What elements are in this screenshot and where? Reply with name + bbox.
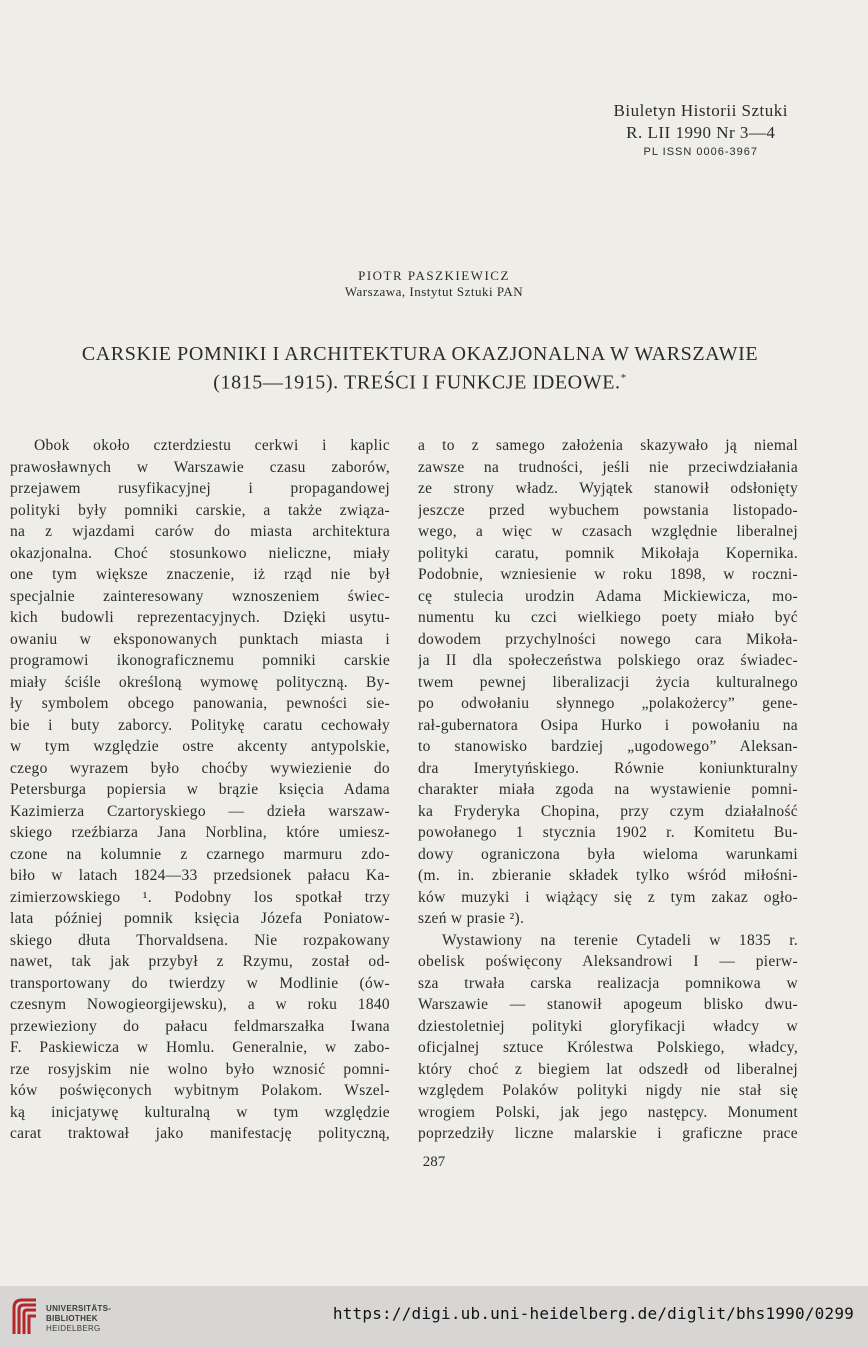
text-line: jeszcze przed wybuchem powstania listopado- [418,501,798,519]
text-line: numentu ku czci wielkiego poety miało być [418,609,798,626]
text-line: dziestoletniej polityki gloryfikacji władcy w [418,1017,798,1035]
text-line: zimierzowskiego ¹. Podobny los spotkał trzy [10,888,390,906]
page-number: 287 [422,1154,446,1170]
text-line: ka Fryderyka Chopina, przy czym działalność [418,802,798,820]
text-line: Petersburga popiersia w brązie księcia Adama [10,781,390,798]
text-line: dowy ograniczona była wieloma warunkami [418,845,798,863]
author-name: PIOTR PASZKIEWICZ [358,268,510,283]
text-line: polityki caratu, pomnik Mikołaja Kopernika. [418,544,798,562]
text-line: czego wyrazem było choćby wywiezienie do [10,759,390,777]
text-line: zawsze na trudności, jeśli nie przeciwdziałania [418,458,798,476]
library-logo[interactable] [8,1294,158,1340]
text-line: F. Paskiewicza w Homlu. Generalnie, w zabo- [10,1039,390,1056]
text-line: a to z samego założenia skazywało ją niemal [418,437,798,454]
permalink-url[interactable]: https://digi.ub.uni-heidelberg.de/diglit/bhs1990/0299 [332,1304,854,1323]
text-line: skiego rzeźbiarza Jana Norblina, które umiesz- [10,824,390,841]
article-title [20,342,820,395]
body-column-left [10,435,390,1145]
text-line: ły symbolem obcego panowania, pewności sie- [10,695,390,712]
text-line: charakter miała zgoda na wystawienie pomni- [418,781,798,798]
text-line: Podobnie, wzniesienie w roku 1898, w roczni- [418,566,798,583]
text-line: czesnym Nowogieorgijewsku), a w roku 1840 [10,996,390,1013]
text-line: specjalnie zainteresowany wznoszeniem świec- [10,587,390,605]
library-name-line-2: BIBLIOTHEK [46,1314,98,1323]
text-line: kich budowli reprezentacyjnych. Dzięki usytu- [10,609,390,626]
text-line: rze rosyjskim nie wolno było wznosić pomni- [10,1060,390,1078]
text-line: ką inicjatywę kulturalną w tym względzie [10,1103,390,1121]
text-line: cę stulecia urodzin Adama Mickiewicza, mo- [418,587,798,605]
library-name-line-1: UNIVERSITÄTS- [46,1304,112,1313]
text-line: twem pewnej liberalizacji życia kulturalnego [418,673,798,691]
text-line: miały ściśle określoną wymowę polityczną. By- [10,673,390,691]
text-line: ja II dla społeczeństwa polskiego oraz świadec- [418,652,798,669]
text-line: polityki były pomniki carskie, a także związa- [10,501,390,519]
text-line: powołanego 1 stycznia 1902 r. Komitetu Bu- [418,824,798,841]
text-line: ków poświęconych wybitnym Polakom. Wszel- [10,1082,390,1099]
author-affiliation: Warszawa, Instytut Sztuki PAN [344,284,524,299]
text-line: dra Imerytyńskiego. Równie koniunkturalny [418,759,798,777]
library-name [46,1304,111,1334]
text-line: oficjalnej sztuce Królestwa Polskiego, władcy, [418,1039,798,1056]
text-line: obelisk poświęcony Aleksandrowi I — pierw- [418,953,798,970]
text-line: czone na kolumnie z czarnego marmuru zdo- [10,845,390,863]
text-line: owaniu w eksponowanych punktach miasta i [10,630,390,648]
journal-issn: PL ISSN 0006-3967 [643,146,758,158]
footer-bar [0,1286,868,1348]
text-line: Obok około czterdziestu cerkwi i kaplic [34,437,390,454]
text-line: one tym większe znaczenie, iż rząd nie był [10,566,390,583]
text-line: transportowany do twierdzy w Modlinie (ów- [10,974,390,992]
journal-name: Biuletyn Historii Sztuki [613,101,788,120]
body-column-right [418,435,798,1145]
text-line: na z wjazdami carów do miasta architektura [10,523,390,540]
text-line: dowodem przychylności nowego cara Mikoła- [418,630,798,648]
text-line: Wystawiony na terenie Cytadeli w 1835 r. [442,931,798,949]
text-line: szeń w prasie ²). [418,910,525,927]
text-line: bie i buty zaborcy. Politykę caratu cechowały [10,716,390,734]
text-line: skiego dłuta Thorvaldsena. Nie rozpakowany [10,931,390,949]
text-line: przejawem rusyfikacyjnej i propagandowej [10,480,390,497]
author-block [0,268,868,300]
text-line: (m. in. zbieranie składek tylko wśród miłośni- [418,867,798,884]
text-line: nawet, tak jak przybył z Rzymu, został od- [10,953,390,970]
text-line: w tym względzie ostre akcenty antypolskie, [10,738,390,755]
text-line: po odwołaniu słynnego „polakożercy” gene- [418,695,798,712]
text-line: przewieziony do pałacu feldmarszałka Iwana [10,1017,390,1035]
text-line: rał-gubernatora Osipa Hurko i powołaniu na [418,716,798,734]
text-line: Kazimierza Czartoryskiego — dzieła warszaw- [10,802,390,820]
text-line: wrogiem Polski, jak jego następcy. Monument [418,1103,798,1121]
text-line: ków muzyki i wiążący się z tym zakaz ogło- [418,888,798,906]
text-line: okazjonalna. Choć stosunkowo nieliczne, miały [10,544,390,562]
text-line: ze strony władz. Wyjątek stanowił odsłonięty [418,480,798,497]
text-line: poprzedziły liczne malarskie i graficzne prace [418,1125,798,1142]
text-line: carat traktował jako manifestację polityczną, [10,1125,390,1142]
text-line: sza trwała carska realizacja pomnikowa w [418,974,798,992]
text-line: Warszawie — stanowił apogeum blisko dwu- [418,996,798,1013]
title-line-1: CARSKIE POMNIKI I ARCHITEKTURA OKAZJONALNA W WARSZAWIE [81,343,759,365]
text-line: biło w latach 1824—33 przedsionek pałacu Ka- [10,867,390,884]
text-line: wego, a więc w czasach względnie liberalnej [418,523,798,540]
text-line: względem Polaków polityki nigdy nie stał się [418,1082,798,1099]
library-logo-icon [8,1294,42,1340]
text-line: programowi ikonograficznemu pomniki carskie [10,652,390,669]
journal-volume: R. LII 1990 Nr 3—4 [626,123,776,142]
text-line: prawosławnych w Warszawie czasu zaborów, [10,458,390,476]
text-line: to stanowisko bardziej „ugodowego” Aleksan- [418,738,798,755]
library-name-line-3: HEIDELBERG [46,1324,101,1333]
title-line-2: (1815—1915). TREŚCI I FUNKCJE IDEOWE. [213,371,621,394]
text-line: który choć z biegiem lat odszedł od liberalnej [418,1060,798,1078]
journal-header [614,100,788,160]
text-line: lata później pomnik księcia Józefa Poniatow- [10,910,390,927]
title-footnote-mark: * [620,372,627,384]
